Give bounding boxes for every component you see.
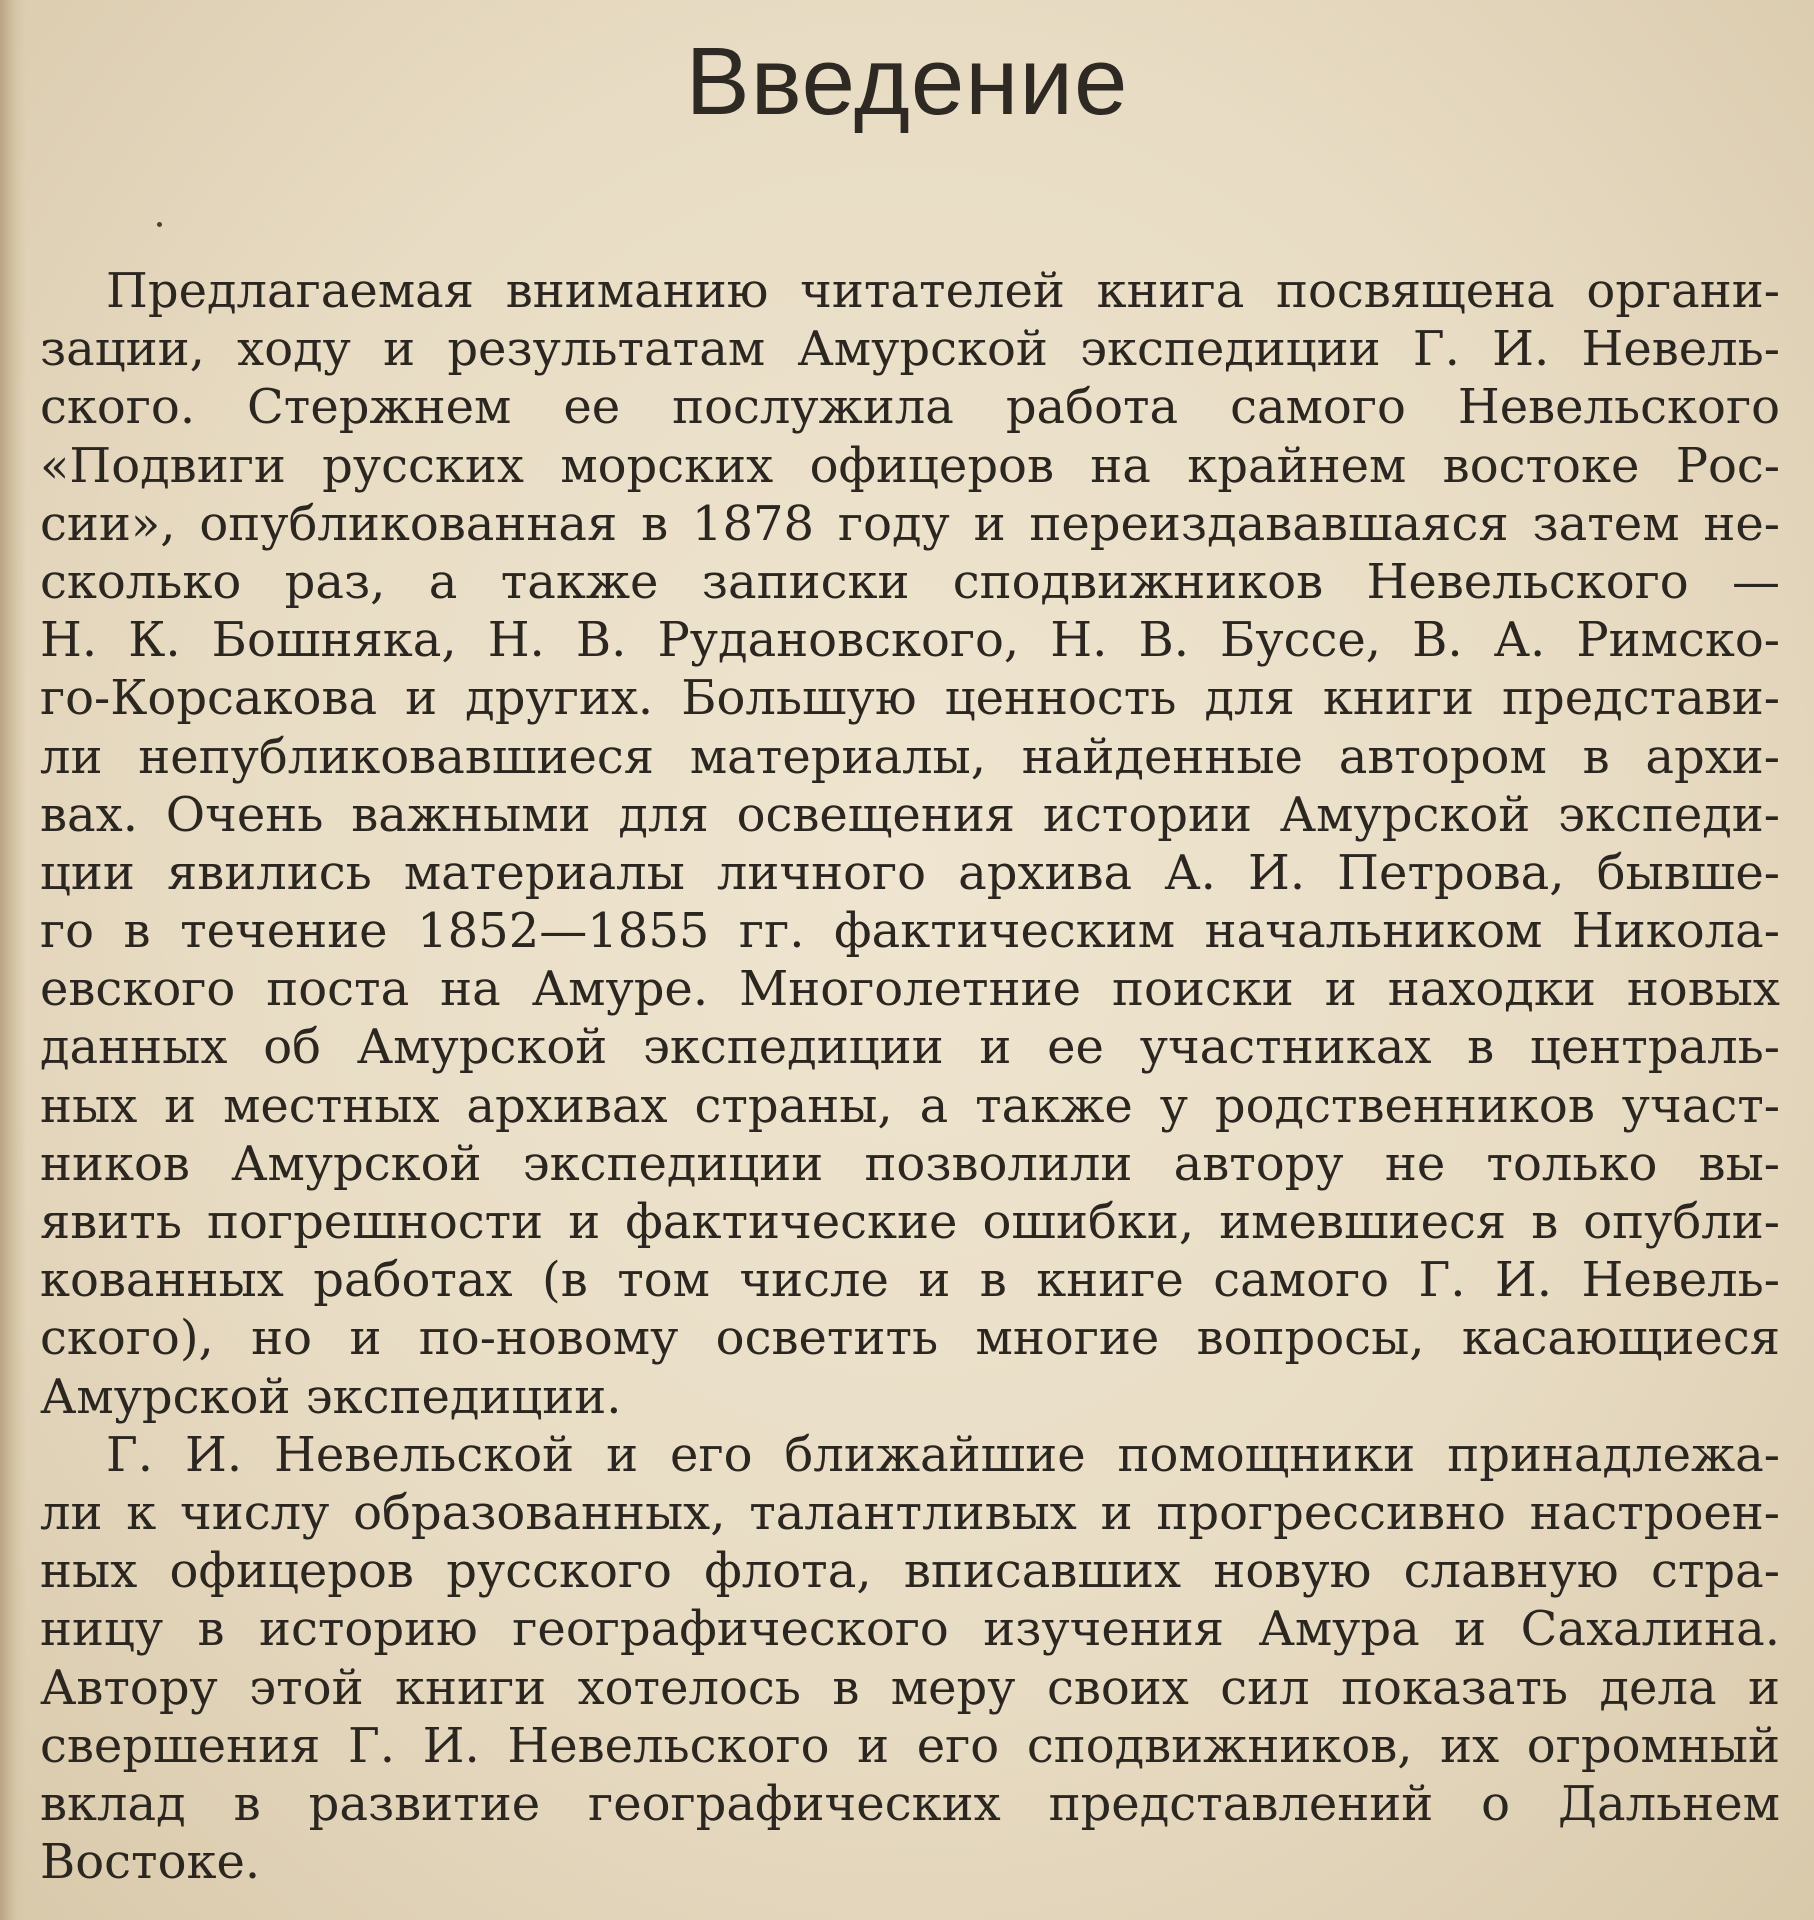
text-line: ции явились материалы личного архива А. И. Петрова, бывше-: [40, 844, 1780, 901]
text-line: ли к числу образованных, талантливых и прогрессивно настроен-: [40, 1484, 1780, 1541]
text-line: ского. Стержнем ее послужила работа самого Невельского: [40, 379, 1780, 436]
text-line: кованных работах (в том числе и в книге самого Г. И. Невель-: [40, 1252, 1780, 1309]
paragraph-1: [40, 262, 1780, 1426]
text-line: Г. И. Невельской и его ближайшие помощники принадлежа-: [106, 1426, 1780, 1483]
text-line: евского поста на Амуре. Многолетние поиски и находки новых: [40, 961, 1780, 1018]
text-line: ли непубликовавшиеся материалы, найденные автором в архи-: [40, 728, 1780, 785]
text-line: вклад в развитие географических представлений о Дальнем: [40, 1775, 1780, 1832]
text-line: го в течение 1852—1855 гг. фактическим начальником Никола-: [40, 903, 1780, 960]
text-line: Н. К. Бошняка, Н. В. Рудановского, Н. В. Буссе, В. А. Римско-: [40, 612, 1780, 669]
text-line: вах. Очень важными для освещения истории Амурской экспеди-: [40, 786, 1780, 843]
text-line: ского), но и по-новому осветить многие вопросы, касающиеся: [40, 1310, 1780, 1367]
ink-speck: [157, 222, 162, 227]
text-line: «Подвиги русских морских офицеров на крайнем востоке Рос-: [40, 437, 1780, 494]
text-line: данных об Амурской экспедиции и ее участниках в централь-: [40, 1019, 1780, 1076]
body-text: [40, 262, 1780, 1920]
text-line: Предлагаемая вниманию читателей книга посвящена органи-: [106, 263, 1780, 319]
text-line: Амурской экспедиции.: [40, 1368, 622, 1425]
text-line: ных и местных архивах страны, а также у родственников участ-: [40, 1077, 1780, 1134]
text-line: явить погрешности и фактические ошибки, имевшиеся в опубли-: [40, 1194, 1780, 1250]
text-line: сии», опубликованная в 1878 году и переиздававшаяся затем не-: [40, 495, 1780, 552]
text-line: Автору этой книги хотелось в меру своих сил показать дела и: [40, 1659, 1780, 1716]
text-line: ников Амурской экспедиции позволили автору не только вы-: [40, 1135, 1780, 1192]
text-line: Востоке.: [40, 1834, 261, 1891]
text-line: зации, ходу и результатам Амурской экспедиции Г. И. Невель-: [40, 321, 1780, 378]
text-line: свершения Г. И. Невельского и его сподвижников, их огромный: [40, 1717, 1780, 1774]
text-line: го-Корсакова и других. Большую ценность для книги представи-: [40, 670, 1780, 727]
paragraph-2: [40, 1426, 1780, 1892]
chapter-title: Введение: [685, 28, 1129, 135]
text-line: ницу в историю географического изучения Амура и Сахалина.: [40, 1601, 1780, 1658]
page-edge-shadow: [0, 0, 26, 1920]
text-line: сколько раз, а также записки сподвижников Невельского —: [40, 553, 1780, 610]
text-line: ных офицеров русского флота, вписавших новую славную стра-: [40, 1543, 1780, 1600]
